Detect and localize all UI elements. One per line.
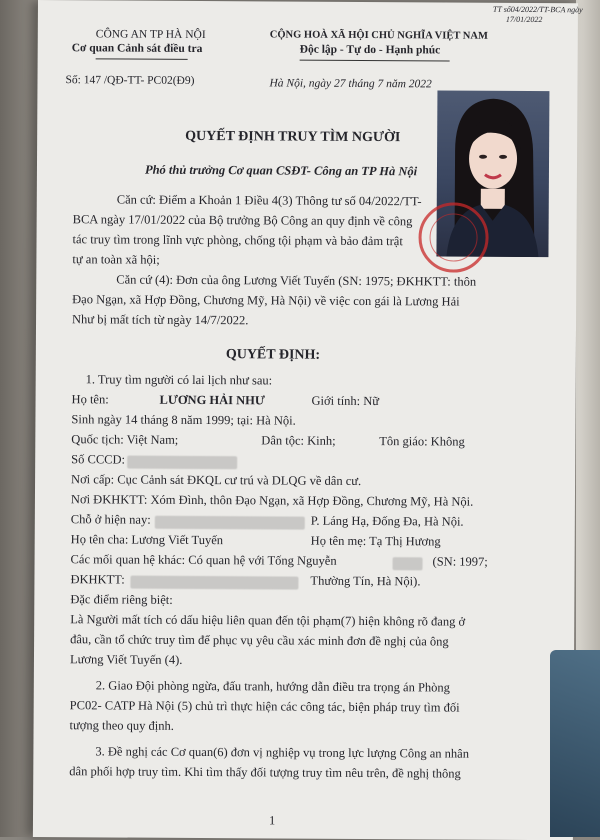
document-page [33,0,583,840]
background-left [0,0,38,837]
basis-line: tác truy tìm trong lĩnh vực phòng, chống tội phạm và bảo đảm trật [72,232,403,249]
person-mother: Họ tên mẹ: Tạ Thị Hương [310,533,441,549]
basis-line: Như bị mất tích từ ngày 14/7/2022. [72,312,249,328]
features-label: Đặc điểm riêng biệt: [70,592,173,607]
relations-address-tail: Thường Tín, Hà Nội). [310,573,421,589]
person-issuer: Nơi cấp: Cục Cảnh sát ĐKQL cư trú và DLQG về dân cư. [71,472,362,488]
relations-address-label: ĐKHKTT: [70,572,125,587]
relations-tail: (SN: 1997; [432,554,488,569]
person-religion: Tôn giáo: Không [379,434,465,449]
document-date: Hà Nội, ngày 27 tháng 7 năm 2022 [269,77,432,91]
cccd-redacted [127,453,237,472]
person-birth: Sinh ngày 14 tháng 8 năm 1999; tại: Hà Nội. [71,412,296,428]
corner-note-line1: TT số04/2022/TT-BCA ngày [492,4,583,15]
person-relations: Các mối quan hệ khác: Có quan hệ với Tống Nguyễn [70,552,337,568]
section3-line: 3. Đề nghị các Cơ quan(6) đơn vị nghiệp vụ trong lực lượng Công an nhân [95,744,470,761]
section3-line: dân phối hợp truy tìm. Khi tìm thấy đối tượng truy tìm nêu trên, đề nghị thông [69,764,461,781]
corner-note-line2: 17/01/2022 [505,14,543,25]
cccd-label: Số CCCD: [71,452,126,467]
header-country: CỘNG HOÀ XÃ HỘI CHỦ NGHĨA VIỆT NAM [269,29,488,42]
header-unit: Cơ quan Cảnh sát điều tra [71,42,203,56]
basis-line: BCA ngày 17/01/2022 của Bộ trưởng Bộ Công an quy định về công [72,212,413,229]
features-line: Là Người mất tích có dấu hiệu liên quan đến tội phạm(7) hiện không rõ đang ở [70,612,466,629]
document-title: QUYẾT ĐỊNH TRUY TÌM NGƯỜI [185,128,401,146]
current-address-label: Chỗ ở hiện nay: [70,512,151,527]
person-name: LƯƠNG HẢI NHƯ [159,392,265,408]
current-address-tail: P. Láng Hạ, Đống Đa, Hà Nội. [310,513,464,529]
person-nationality: Quốc tịch: Việt Nam; [71,432,179,447]
basis-line: Căn cứ (4): Đơn của ông Lương Viết Tuyến (SN: 1975; ĐKHKTT: thôn [116,272,477,289]
basis-line: Căn cứ: Điểm a Khoản 1 Điều 4(3) Thông tư số 04/2022/TT- [116,192,422,209]
decision-heading: QUYẾT ĐỊNH: [225,347,321,363]
basis-line: Đạo Ngạn, xã Hợp Đồng, Chương Mỹ, Hà Nội) về việc con gái là Lương Hải [72,292,460,309]
person-father: Họ tên cha: Lương Viết Tuyến [70,532,224,548]
document-number: Số: 147 /QĐ-TT- PC02(Đ9) [65,74,195,87]
section2-line: PC02- CATP Hà Nội (5) chủ trì thực hiện các công tác, biện pháp truy tìm đối [69,698,460,715]
section1-intro: 1. Truy tìm người có lai lịch như sau: [85,372,273,388]
header-motto: Độc lập - Tự do - Hạnh phúc [299,43,441,57]
section2-line: tượng theo quy định. [69,718,174,733]
document-subtitle: Phó thủ trưởng Cơ quan CSĐT- Công an TP Hà Nội [144,162,418,179]
features-line: Lương Viết Tuyến (4). [69,652,183,667]
person-gender: Giới tính: Nữ [311,393,380,409]
header-right-underline [300,60,450,62]
name-label: Họ tên: [71,392,109,407]
relations-address-redacted [130,573,298,592]
header-left-underline [96,58,188,60]
features-line: đâu, cần tổ chức truy tìm để phục vụ yêu cầu xác minh đơn đề nghị của ông [70,632,449,649]
red-seal-stamp [418,202,488,272]
relations-redacted [393,554,423,572]
header-org: CÔNG AN TP HÀ NỘI [95,28,206,42]
section2-line: 2. Giao Đội phòng ngừa, đấu tranh, hướng dẫn điều tra trọng án Phòng [95,678,450,695]
current-address-redacted [155,513,305,532]
person-ethnicity: Dân tộc: Kinh; [261,433,336,448]
basis-line: tự an toàn xã hội; [72,252,160,267]
binder-clip [550,650,600,837]
page-number: 1 [268,813,276,828]
person-registered-address: Nơi ĐKHKTT: Xóm Đình, thôn Đạo Ngạn, xã Hợp Đồng, Chương Mỹ, Hà Nội. [70,492,474,509]
